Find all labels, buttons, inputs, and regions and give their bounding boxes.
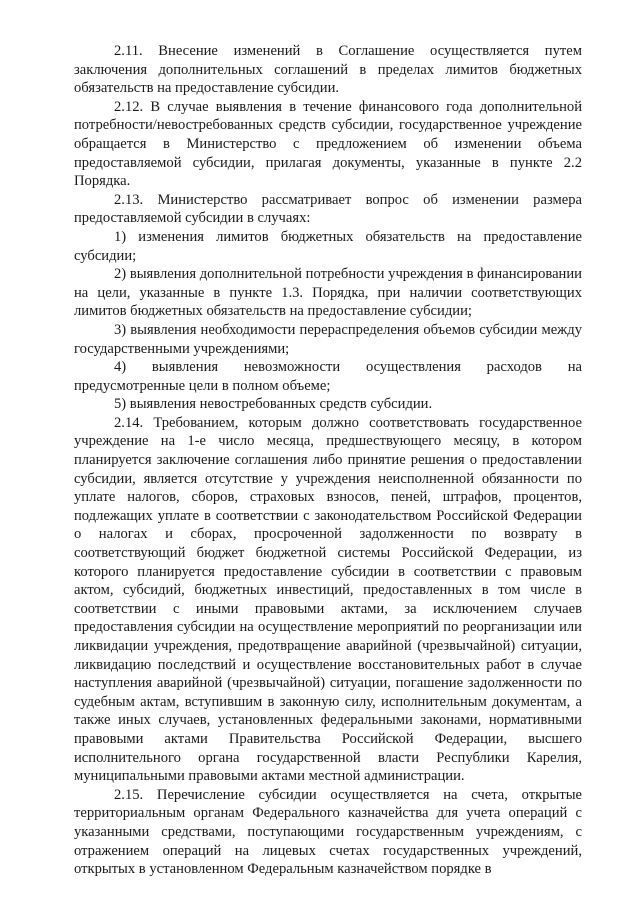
list-item-2: 2) выявления дополнительной потребности учреждения в финансировании на цели, указанные в пункте 1.3. Порядка, при наличии соответствующих лимитов бюджетных обязательств на предоставление субсидии;: [74, 266, 582, 320]
paragraph-2-15: 2.15. Перечисление субсидии осуществляется на счета, открытые территориальным органам Федерального казначейства для учета операций с указанными средствами, поступающими государственным учреждениям, с отражением операций на лицевых счетах государственных учреждений, открытых в установленном Федеральным казначейством порядке в: [74, 786, 582, 878]
paragraph-2-14: 2.14. Требованием, которым должно соответствовать государственное учреждение на 1-е число месяца, предшествующего месяцу, в котором планируется заключение соглашения либо принятие решения о предоставлении субсидии, является отсутствие у учреждения неисполненной обязанности по уплате налогов, сборов, страховых взносов, пеней, штрафов, процентов, подлежащих уплате в соответствии с законодательством Российской Федерации о налогах и сборах, просроченной задолженности по возврату в соответствующий бюджет бюджетной системы Российской Федерации, из которого планируется предоставление субсидии в соответствии с правовым актом, субсидий, бюджетных инвестиций, предоставленных в том числе в соответствии с иными правовыми актами, за исключением случаев предоставления субсидии на осуществление мероприятий по реорганизации или ликвидации учреждения, предотвращение аварийной (чрезвычайной) ситуации, ликвидацию последствий и осуществление восстановительных работ в случае наступления аварийной (чрезвычайной) ситуации, погашение задолженности по судебным актам, вступившим в законную силу, исполнительным документам, а также иных случаев, установленных федеральными законами, нормативными правовыми актами Правительства Российской Федерации, высшего исполнительного органа государственной власти Республики Карелия, муниципальными правовыми актами местной администрации.: [74, 414, 582, 785]
paragraph-2-11: 2.11. Внесение изменений в Соглашение осуществляется путем заключения дополнительных соглашений в пределах лимитов бюджетных обязательств на предоставление субсидии.: [74, 43, 582, 97]
paragraph-2-13: 2.13. Министерство рассматривает вопрос об изменении размера предоставляемой субсидии в случаях:: [74, 191, 582, 227]
list-item-5: 5) выявления невостребованных средств субсидии.: [114, 396, 433, 413]
list-item-3: 3) выявления необходимости перераспределения объемов субсидии между государственными учреждениями;: [74, 321, 582, 357]
paragraph-2-12: 2.12. В случае выявления в течение финансового года дополнительной потребности/невостребованных средств субсидии, государственное учреждение обращается в Министерство с предложением об изменении объема предоставляемой субсидии, прилагая документы, указанные в пункте 2.2 Порядка.: [74, 98, 582, 190]
list-item-1: 1) изменения лимитов бюджетных обязательств на предоставление субсидии;: [74, 228, 582, 264]
list-item-4: 4) выявления невозможности осуществления расходов на предусмотренные цели в полном объеме;: [74, 359, 582, 394]
